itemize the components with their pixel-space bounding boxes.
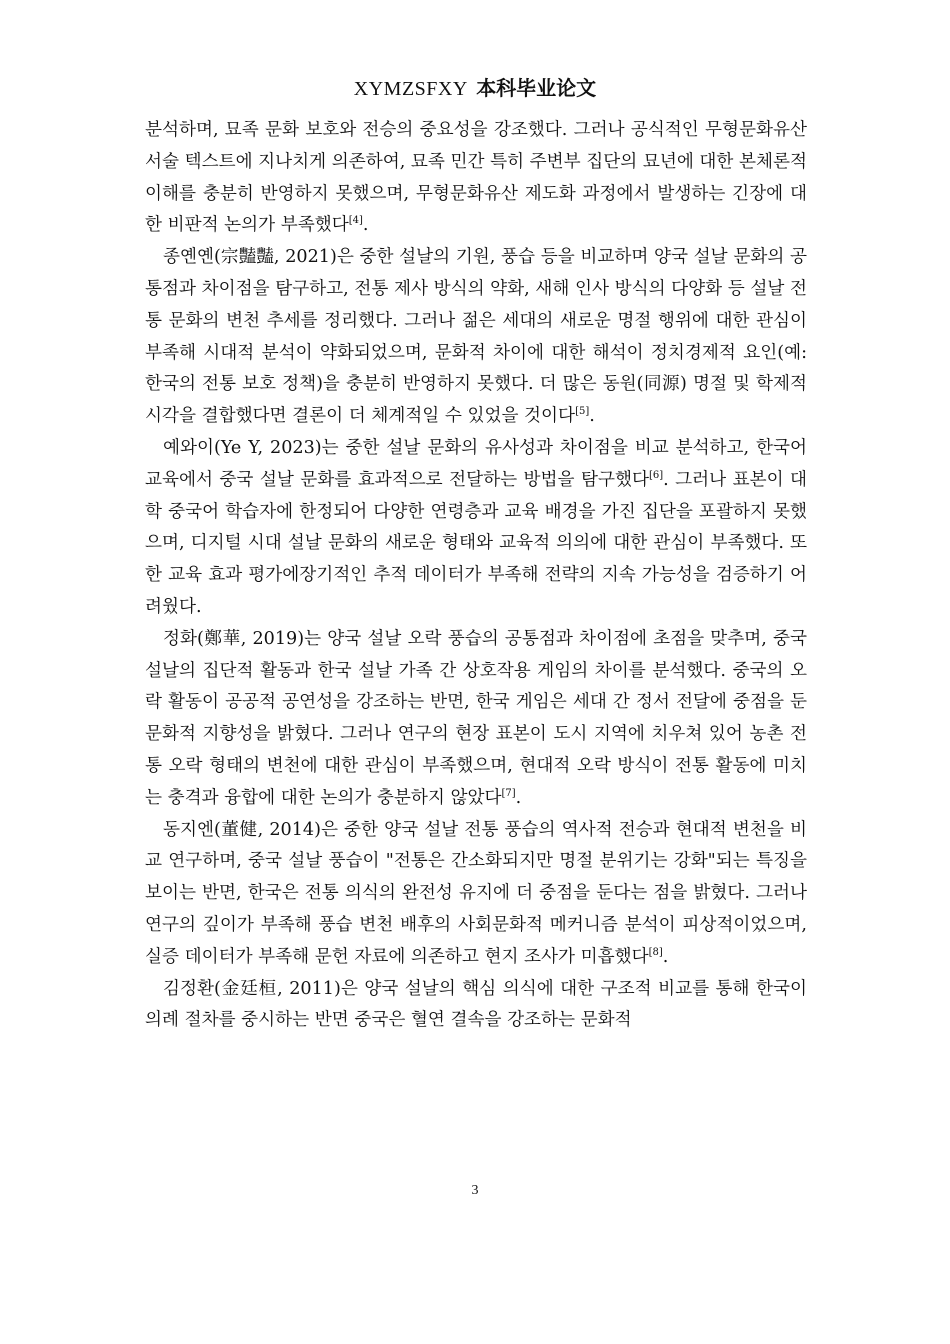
header-latin-code: XYMZSFXY [353, 78, 468, 100]
paragraph-1 [145, 115, 807, 242]
paragraph-text: 동지엔(董健, 2014)은 중한 양국 설날 전통 풍습의 역사적 전승과 현대적 변천을 비교 연구하며, 중국 설날 풍습이 "전통은 간소화되지만 명절 분위기는 강화"되는 특징을 보이는 반면, 한국은 전통 의식의 완전성 유지에 더 중점을 둔다는 점을 밝혔다. 그러나 연구의 깊이가 부족해 풍습 변천 배후의 사회문화적 메커니즘 분석이 피상적이었으며, 실증 데이터가 부족해 문헌 자료에 의존하고 현지 조사가 미흡했다 [145, 819, 807, 967]
document-body [145, 115, 807, 1037]
paragraph-tail: . [362, 215, 369, 236]
page-number: 3 [471, 1183, 479, 1198]
paragraph-text: 종옌옌(宗豔豔, 2021)은 중한 설날의 기원, 풍습 등을 비교하며 양국 설날 문화의 공통점과 차이점을 탐구하고, 전통 제사 방식의 약화, 새해 인사 방식의 다양화 등 설날 전통 문화의 변천 추세를 정리했다. 그러나 젊은 세대의 새로운 명절 행위에 대한 관심이 부족해 시대적 분석이 약화되었으며, 문화적 차이에 대한 해석이 정치경제적 요인(예: 한국의 전통 보호 정책)을 충분히 반영하지 못했다. 더 많은 동원(同源) 명절 및 학제적 시각을 결합했다면 결론이 더 체계적일 수 있었을 것이다 [145, 247, 807, 427]
citation-ref: [4] [348, 215, 363, 227]
citation-ref: [7] [501, 787, 516, 799]
citation-ref: [6] [648, 469, 664, 481]
citation-ref: [5] [575, 406, 590, 418]
paragraph-text: 정화(鄭華, 2019)는 양국 설날 오락 풍습의 공통점과 차이점에 초점을 맞추며, 중국 설날의 집단적 활동과 한국 설날 가족 간 상호작용 게임의 차이를 분석했다. 중국의 오락 활동이 공공적 공연성을 강조하는 반면, 한국 게임은 세대 간 정서 전달에 중점을 둔 문화적 지향성을 밝혔다. 그러나 연구의 현장 표본이 도시 지역에 치우쳐 있어 농촌 전통 오락 형태의 변천에 대한 관심이 부족했으며, 현대적 오락 방식이 전통 활동에 미치는 충격과 융합에 대한 논의가 충분하지 않았다 [145, 628, 807, 808]
paragraph-4 [145, 624, 807, 815]
paragraph-text: 김정환(金廷桓, 2011)은 양국 설날의 핵심 의식에 대한 구조적 비교를 통해 한국이 의례 절차를 중시하는 반면 중국은 혈연 결속을 강조하는 문화적 [145, 978, 807, 1031]
page-header [0, 74, 950, 103]
paragraph-2 [145, 242, 807, 433]
paragraph-tail: . [662, 946, 669, 967]
header-thesis-title: 本科毕业论文 [476, 76, 597, 100]
paragraph-5 [145, 815, 807, 974]
paragraph-tail: . [589, 406, 595, 427]
paragraph-6 [145, 974, 807, 1038]
paragraph-tail: . 그러나 표본이 대학 중국어 학습자에 한정되어 다양한 연령층과 교육 배경을 가진 집단을 포괄하지 못했으며, 디지털 시대 설날 문화의 새로운 형태와 교육적 의의에 대한 관심이 부족했다. 또한 교육 효과 평가에장기적인 추적 데이터가 부족해 전략의 지속 가능성을 검증하기 어려웠다. [145, 469, 808, 617]
paragraph-text: 분석하며, 묘족 문화 보호와 전승의 중요성을 강조했다. 그러나 공식적인 무형문화유산 서술 텍스트에 지나치게 의존하여, 묘족 민간 특히 주변부 집단의 묘년에 대한 본체론적 이해를 충분히 반영하지 못했으며, 무형문화유산 제도화 과정에서 발생하는 긴장에 대한 비판적 논의가 부족했다 [145, 120, 807, 236]
paragraph-3 [145, 433, 807, 624]
paragraph-tail: . [515, 787, 522, 808]
paragraph-text: 예와이(Ye Y, 2023)는 중한 설날 문화의 유사성과 차이점을 비교 분석하고, 한국어 교육에서 중국 설날 문화를 효과적으로 전달하는 방법을 탐구했다 [145, 437, 807, 490]
citation-ref: [8] [648, 946, 663, 958]
